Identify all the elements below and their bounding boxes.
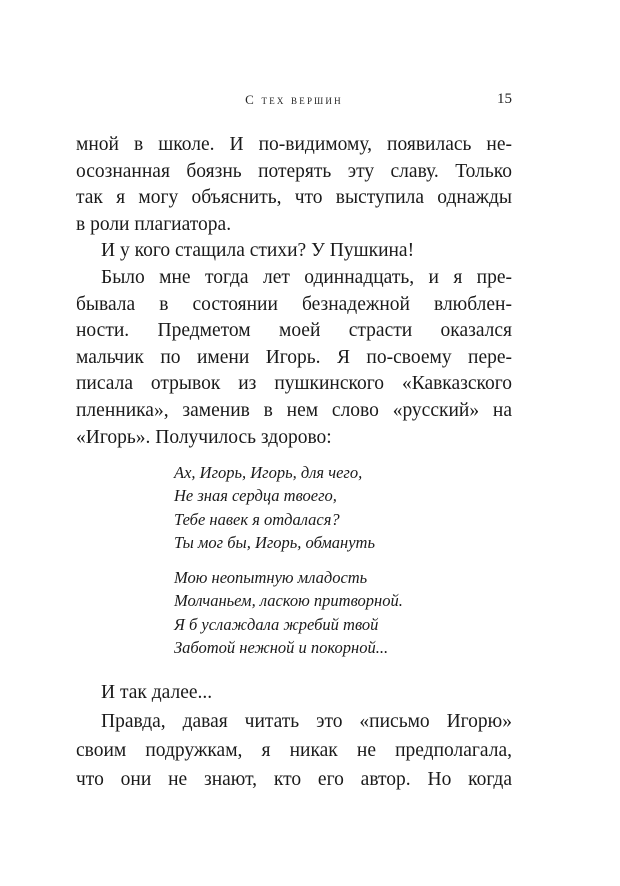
poem-line: Ах, Игорь, Игорь, для чего, <box>174 463 363 482</box>
text-line: И так далее... <box>101 682 213 703</box>
text-line: мальчик по имени Игорь. Я по-своему пере- <box>76 346 512 368</box>
body-text-lower <box>76 678 512 794</box>
paragraph-4 <box>76 678 512 707</box>
paragraph-5 <box>76 707 512 794</box>
paragraph-1 <box>76 132 512 238</box>
running-title: С тех вершин <box>245 92 343 107</box>
text-line: осознанная боязнь потерять эту славу. Только <box>76 160 512 182</box>
poem-line: Ты мог бы, Игорь, обмануть <box>174 532 375 552</box>
poem-line: Заботой нежной и покорной... <box>174 637 389 657</box>
text-line: И у кого стащила стихи? У Пушкина! <box>101 240 415 262</box>
text-line: пленника», заменив в нем слово «русский» на <box>76 399 512 421</box>
body-text-upper <box>76 132 512 451</box>
text-line: Правда, давая читать это «письмо Игорю» <box>101 711 512 732</box>
text-line: в роли плагиатора. <box>76 213 232 235</box>
text-line: бывала в состоянии безнадежной влюблен- <box>76 293 512 315</box>
poem-stanza-1 <box>174 461 494 554</box>
text-line: что они не знают, кто его автор. Но когда <box>76 769 512 790</box>
poem-line: Тебе навек я отдалася? <box>174 509 340 529</box>
text-line: Было мне тогда лет одиннадцать, и я пре- <box>101 266 512 288</box>
running-head <box>76 92 512 112</box>
poem-line: Молчаньем, ласкою притворной. <box>174 591 403 611</box>
paragraph-2 <box>76 238 512 265</box>
text-line: «Игорь». Получилось здорово: <box>76 426 332 448</box>
paragraph-3 <box>76 265 512 451</box>
text-line: мной в школе. И по-видимому, появилась не- <box>76 134 512 155</box>
text-line: своим подружкам, я никак не предполагала, <box>76 740 512 761</box>
page-number: 15 <box>497 91 512 107</box>
poem-line: Не зная сердца твоего, <box>174 486 337 506</box>
poem-line: Я б услаждала жребий твой <box>174 614 379 634</box>
text-line: писала отрывок из пушкинского «Кавказского <box>76 373 512 395</box>
text-line: так я могу объяснить, что выступила однажды <box>76 187 512 209</box>
poem-stanza-2 <box>174 566 494 659</box>
text-line: ности. Предметом моей страсти оказался <box>76 320 512 342</box>
poem-line: Мою неопытную младость <box>174 568 368 587</box>
